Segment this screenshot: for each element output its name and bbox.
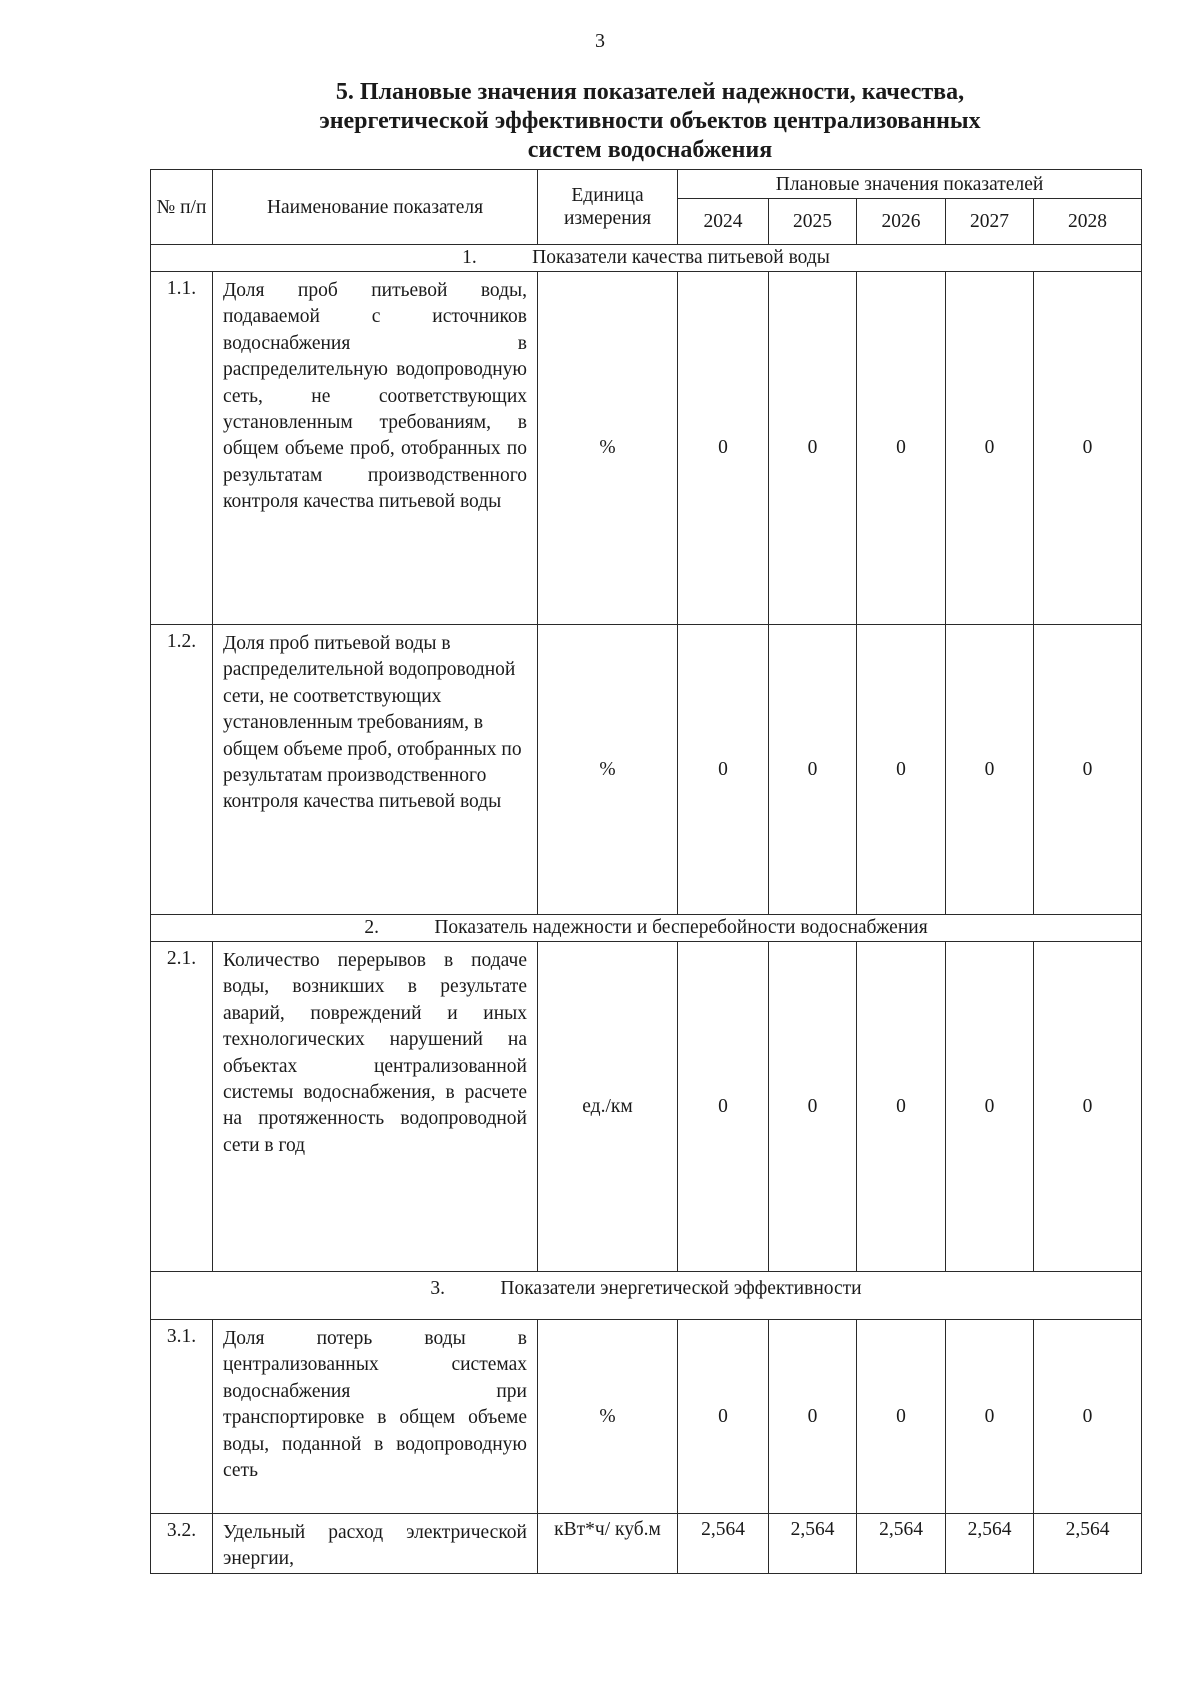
- value-cell: 0: [946, 942, 1034, 1272]
- table-row: [151, 942, 1142, 1272]
- value-cell: 0: [1034, 625, 1142, 915]
- section-row: [151, 915, 1142, 942]
- value-cell: 0: [946, 1320, 1034, 1514]
- header-planned-values: Плановые значения показателей: [678, 170, 1142, 199]
- section-heading: [151, 245, 1142, 272]
- value-cell: 0: [857, 1320, 946, 1514]
- section-row: [151, 1272, 1142, 1320]
- unit-cell: кВт*ч/ куб.м: [538, 1514, 678, 1574]
- value-cell: 0: [1034, 1320, 1142, 1514]
- indicator-name: Доля проб питьевой воды в распределительной водопроводной сети, не соответствующих установленным требованиям, в общем объеме проб, отобранных по результатам производственного контроля качества питьевой воды: [213, 625, 538, 915]
- table-header-row: [151, 170, 1142, 199]
- header-year: 2028: [1034, 199, 1142, 245]
- indicators-table: [150, 169, 1142, 1574]
- value-cell: 0: [1034, 272, 1142, 625]
- section-heading: [151, 915, 1142, 942]
- row-number: 3.2.: [151, 1514, 213, 1574]
- section-heading: [151, 1272, 1142, 1320]
- value-cell: 2,564: [769, 1514, 857, 1574]
- row-number: 3.1.: [151, 1320, 213, 1514]
- value-cell: 0: [857, 272, 946, 625]
- title-line-3: систем водоснабжения: [527, 137, 773, 163]
- indicator-name: Доля потерь воды в централизованных системах водоснабжения при транспортировке в общем объеме воды, поданной в водопроводную сеть: [213, 1320, 538, 1514]
- value-cell: 0: [769, 625, 857, 915]
- table-row: [151, 625, 1142, 915]
- table-row: [151, 1514, 1142, 1574]
- value-cell: 0: [678, 1320, 769, 1514]
- header-unit: Единица измерения: [538, 170, 678, 245]
- header-year: 2027: [946, 199, 1034, 245]
- indicator-name: Доля проб питьевой воды, подаваемой с источников водоснабжения в распределительную водопроводную сеть, не соответствующих установленным требованиям, в общем объеме проб, отобранных по результатам производственного контроля качества питьевой воды: [213, 272, 538, 625]
- value-cell: 0: [1034, 942, 1142, 1272]
- row-number: 1.2.: [151, 625, 213, 915]
- value-cell: 0: [769, 272, 857, 625]
- value-cell: 0: [857, 625, 946, 915]
- value-cell: 0: [946, 625, 1034, 915]
- section-title: Показатели качества питьевой воды: [532, 247, 830, 268]
- section-title: Показатели энергетической эффективности: [500, 1278, 862, 1299]
- section-number: 1.: [462, 247, 477, 268]
- header-name: Наименование показателя: [213, 170, 538, 245]
- section-row: [151, 245, 1142, 272]
- section-number: 3.: [430, 1278, 446, 1299]
- section-number: 2.: [364, 917, 379, 938]
- unit-cell: %: [538, 1320, 678, 1514]
- value-cell: 2,564: [1034, 1514, 1142, 1574]
- value-cell: 0: [678, 625, 769, 915]
- table-row: [151, 1320, 1142, 1514]
- value-cell: 2,564: [857, 1514, 946, 1574]
- unit-cell: %: [538, 625, 678, 915]
- value-cell: 0: [769, 942, 857, 1272]
- document-title: [150, 78, 1150, 165]
- row-number: 2.1.: [151, 942, 213, 1272]
- unit-cell: %: [538, 272, 678, 625]
- header-year: 2025: [769, 199, 857, 245]
- header-number: № п/п: [151, 170, 213, 245]
- indicator-name: Удельный расход электрической энергии,: [213, 1514, 538, 1574]
- value-cell: 0: [857, 942, 946, 1272]
- header-year: 2024: [678, 199, 769, 245]
- title-line-2: энергетической эффективности объектов централизованных: [319, 108, 981, 134]
- page-number: 3: [595, 30, 605, 52]
- value-cell: 2,564: [678, 1514, 769, 1574]
- value-cell: 0: [678, 272, 769, 625]
- header-year: 2026: [857, 199, 946, 245]
- indicator-name: Количество перерывов в подаче воды, возникших в результате аварий, повреждений и иных технологических нарушений на объектах централизованной системы водоснабжения, в расчете на протяженность водопроводной сети в год: [213, 942, 538, 1272]
- value-cell: 2,564: [946, 1514, 1034, 1574]
- value-cell: 0: [678, 942, 769, 1272]
- title-line-1: 5. Плановые значения показателей надежности, качества,: [335, 79, 965, 105]
- unit-cell: ед./км: [538, 942, 678, 1272]
- table-row: [151, 272, 1142, 625]
- section-title: Показатель надежности и бесперебойности водоснабжения: [434, 917, 928, 938]
- value-cell: 0: [769, 1320, 857, 1514]
- value-cell: 0: [946, 272, 1034, 625]
- row-number: 1.1.: [151, 272, 213, 625]
